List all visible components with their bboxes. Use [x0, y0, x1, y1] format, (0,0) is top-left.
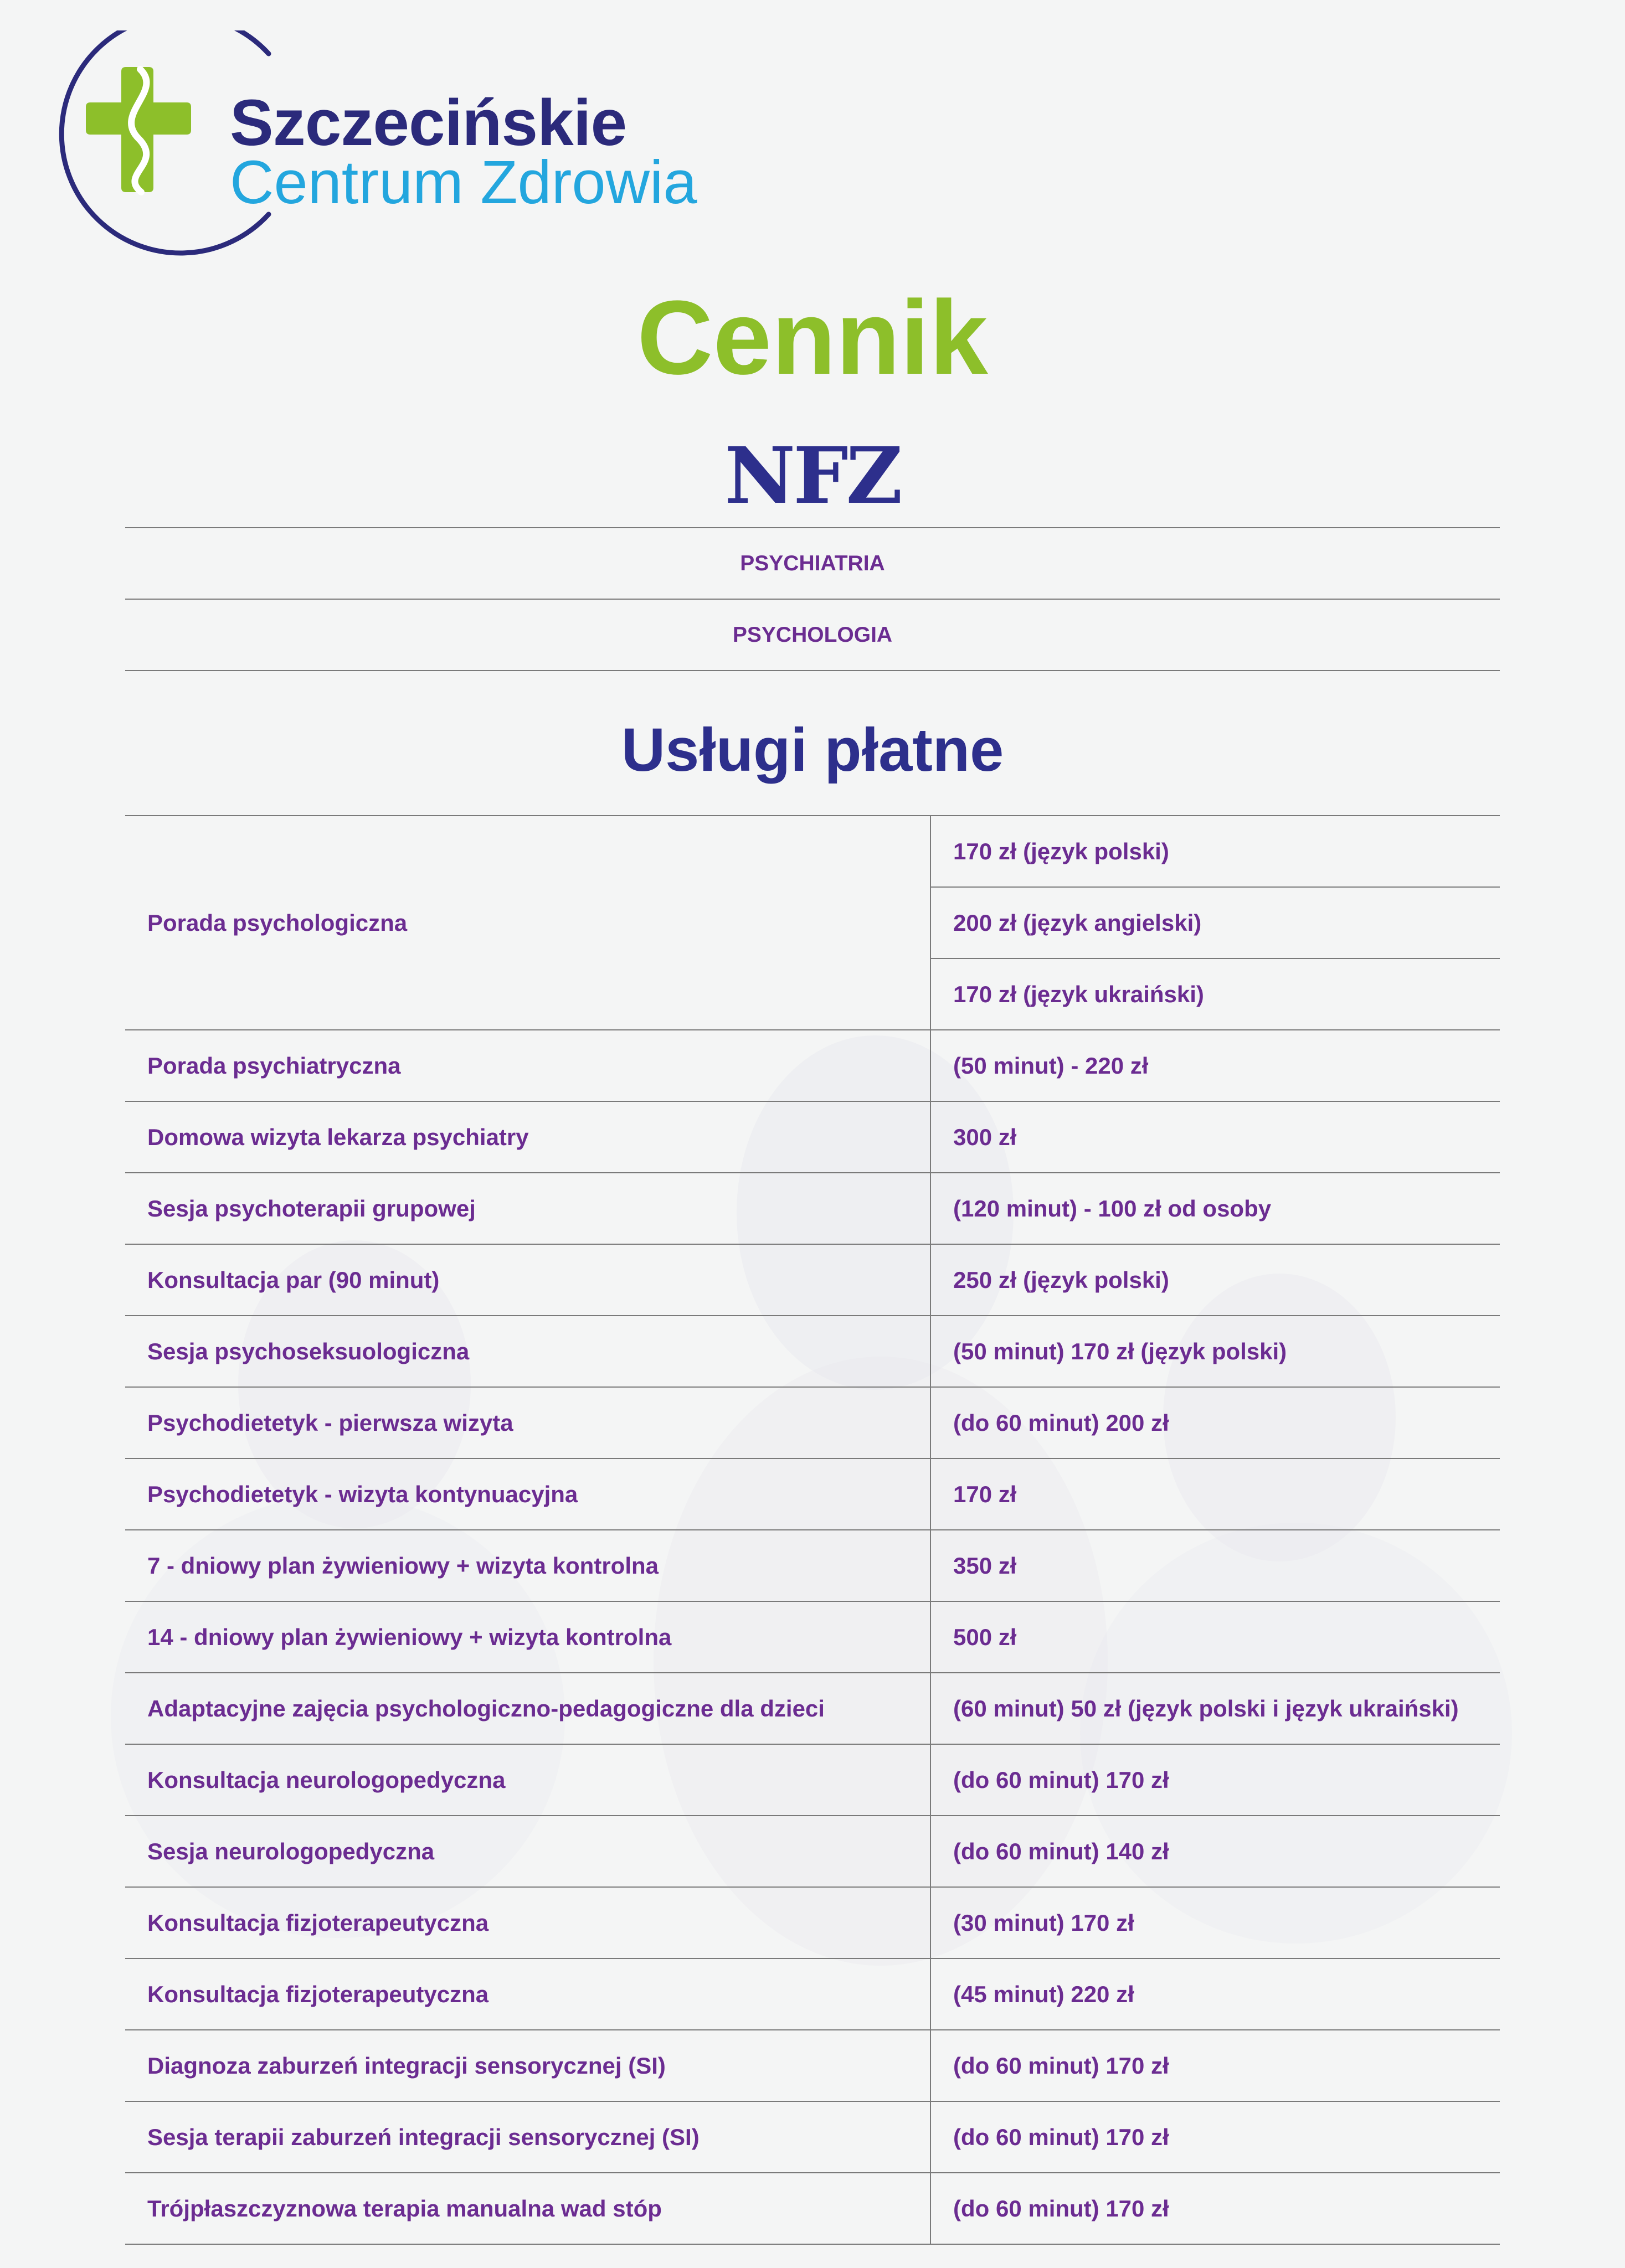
- service-price: (do 60 minut) 170 zł: [930, 2101, 1500, 2173]
- service-price: (do 60 minut) 200 zł: [930, 1387, 1500, 1458]
- service-price: (120 minut) - 100 zł od osoby: [930, 1173, 1500, 1244]
- table-row: [125, 1316, 1500, 1387]
- service-name: Adaptacyjne zajęcia psychologiczno-pedagogiczne dla dzieci: [125, 1673, 930, 1744]
- service-price: (50 minut) 170 zł (język polski): [930, 1316, 1500, 1387]
- logo-text-line2: Centrum Zdrowia: [230, 148, 697, 217]
- nfz-services-table: [125, 527, 1500, 671]
- table-row: [125, 1744, 1500, 1816]
- table-row: [125, 2173, 1500, 2244]
- service-price: 250 zł (język polski): [930, 1244, 1500, 1316]
- table-row: [125, 1244, 1500, 1316]
- service-name: Psychodietetyk - wizyta kontynuacyjna: [125, 1458, 930, 1530]
- clinic-logo: [30, 30, 750, 285]
- nfz-service-psychiatry: PSYCHIATRIA: [125, 528, 1500, 599]
- service-name: 7 - dniowy plan żywieniowy + wizyta kontrolna: [125, 1530, 930, 1601]
- service-name: Konsultacja fizjoterapeutyczna: [125, 1958, 930, 2030]
- service-price: (45 minut) 220 zł: [930, 1958, 1500, 2030]
- table-row: [125, 1816, 1500, 1887]
- table-row: [125, 1673, 1500, 1744]
- service-name: Konsultacja par (90 minut): [125, 1244, 930, 1316]
- table-row: [125, 528, 1500, 599]
- nfz-logo: NFZ: [724, 431, 901, 522]
- service-price: (60 minut) 50 zł (język polski i język ukraiński): [930, 1673, 1500, 1744]
- service-price: 170 zł (język ukraiński): [930, 958, 1500, 1030]
- service-name: Sesja terapii zaburzeń integracji sensorycznej (SI): [125, 2101, 930, 2173]
- service-name: Domowa wizyta lekarza psychiatry: [125, 1101, 930, 1173]
- service-name: Sesja psychoseksuologiczna: [125, 1316, 930, 1387]
- service-name: Trójpłaszczyznowa terapia manualna wad stóp: [125, 2173, 930, 2244]
- table-row: [125, 816, 1500, 887]
- service-name: Konsultacja neurologopedyczna: [125, 1744, 930, 1816]
- service-name: Sesja psychoterapii grupowej: [125, 1173, 930, 1244]
- table-row: [125, 1958, 1500, 2030]
- service-price: 170 zł: [930, 1458, 1500, 1530]
- service-price: (30 minut) 170 zł: [930, 1887, 1500, 1958]
- table-row: [125, 1601, 1500, 1673]
- table-row: [125, 1101, 1500, 1173]
- table-row: [125, 1030, 1500, 1101]
- table-row: [125, 2101, 1500, 2173]
- table-row: [125, 1458, 1500, 1530]
- nfz-service-psychology: PSYCHOLOGIA: [125, 599, 1500, 671]
- service-name: Psychodietetyk - pierwsza wizyta: [125, 1387, 930, 1458]
- service-name: Sesja neurologopedyczna: [125, 1816, 930, 1887]
- service-price: 300 zł: [930, 1101, 1500, 1173]
- service-price: (do 60 minut) 170 zł: [930, 2030, 1500, 2101]
- service-price: 170 zł (język polski): [930, 816, 1500, 887]
- table-row: [125, 1887, 1500, 1958]
- service-price: (50 minut) - 220 zł: [930, 1030, 1500, 1101]
- page-title: Cennik: [637, 279, 988, 396]
- service-price: (do 60 minut) 170 zł: [930, 1744, 1500, 1816]
- service-name: Diagnoza zaburzeń integracji sensorycznej (SI): [125, 2030, 930, 2101]
- service-name: Konsultacja fizjoterapeutyczna: [125, 1887, 930, 1958]
- service-price: (do 60 minut) 140 zł: [930, 1816, 1500, 1887]
- service-name: Porada psychologiczna: [125, 816, 930, 1030]
- service-price: 500 zł: [930, 1601, 1500, 1673]
- paid-services-table: [125, 815, 1500, 2245]
- service-price: (do 60 minut) 170 zł: [930, 2173, 1500, 2244]
- service-name: Porada psychiatryczna: [125, 1030, 930, 1101]
- table-row: [125, 2030, 1500, 2101]
- table-row: [125, 599, 1500, 671]
- table-row: [125, 1173, 1500, 1244]
- service-price: 350 zł: [930, 1530, 1500, 1601]
- table-row: [125, 1530, 1500, 1601]
- logo-text-line1: Szczecińskie: [230, 86, 627, 159]
- table-row: [125, 1387, 1500, 1458]
- service-price: 200 zł (język angielski): [930, 887, 1500, 958]
- paid-services-title: Usługi płatne: [621, 716, 1004, 784]
- service-name: 14 - dniowy plan żywieniowy + wizyta kontrolna: [125, 1601, 930, 1673]
